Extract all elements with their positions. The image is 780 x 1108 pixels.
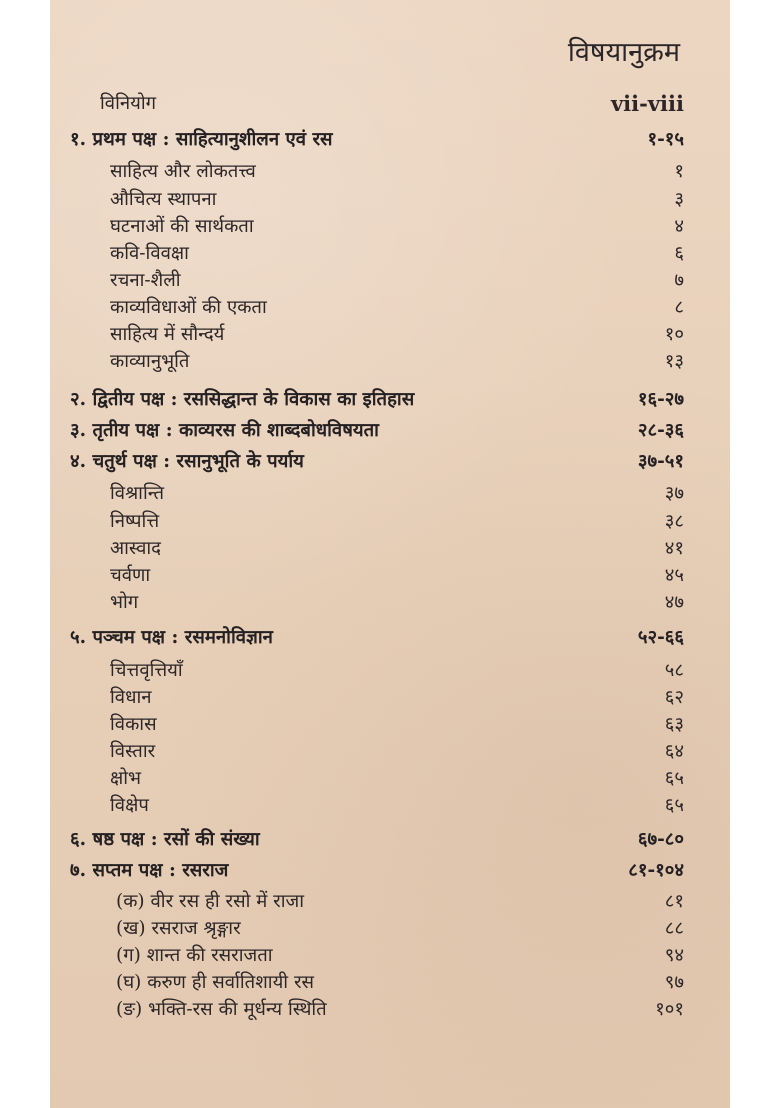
toc-entry-label: निष्पत्ति: [110, 511, 160, 532]
toc-section-1: [50, 126, 730, 154]
section-page-range: १६-२७: [637, 389, 684, 410]
toc-entry-label: विक्षेप: [110, 795, 149, 816]
section-page-range: २८-३६: [637, 420, 684, 441]
toc-entry-page: ३७: [664, 483, 684, 504]
toc-entry-label: साहित्य में सौन्दर्य: [110, 324, 225, 345]
toc-entry: [50, 888, 730, 916]
toc-entry: [50, 915, 730, 943]
toc-entry-page: ३: [674, 189, 684, 210]
toc-section-6: [50, 826, 730, 854]
toc-entry: [50, 480, 730, 508]
toc-entry-page: १०१: [655, 999, 684, 1020]
section-heading: ६. षष्ठ पक्ष : रसों की संख्या: [70, 829, 260, 850]
section-heading: १. प्रथम पक्ष : साहित्यानुशीलन एवं रस: [70, 129, 333, 150]
toc-section-5: [50, 624, 730, 652]
toc-entry-page: १३: [664, 351, 684, 372]
toc-entry: [50, 158, 730, 186]
toc-section-3: [50, 417, 730, 445]
toc-entry-page: ४: [674, 216, 684, 237]
section-page-range: ३७-५१: [637, 451, 684, 472]
toc-section-7: [50, 857, 730, 885]
section-page-range: १-१५: [647, 129, 684, 150]
toc-entry-page: vii-viii: [610, 91, 684, 116]
toc-entry-page: ६३: [664, 714, 684, 735]
toc-entry-page: ३८: [664, 511, 684, 532]
toc-entry-page: ९७: [664, 972, 684, 993]
toc-entry-label: कवि-विवक्षा: [110, 243, 189, 264]
toc-entry-page: ८१: [664, 891, 684, 912]
toc-entry: [50, 657, 730, 685]
toc-entry-label: काव्यविधाओं की एकता: [110, 297, 267, 318]
toc-entry: [50, 348, 730, 376]
section-page-range: ५२-६६: [637, 627, 684, 648]
toc-entry-label: विधान: [110, 687, 152, 708]
toc-entry-label: (ग) शान्त की रसराजता: [116, 945, 273, 966]
toc-entry: [50, 267, 730, 295]
toc-entry-page: ६२: [664, 687, 684, 708]
toc-entry: [50, 942, 730, 970]
section-heading: ७. सप्तम पक्ष : रसराज: [70, 860, 229, 881]
toc-entry-label: (क) वीर रस ही रसो में राजा: [116, 891, 305, 912]
toc-entry-page: ६५: [664, 768, 684, 789]
toc-entry-page: ४५: [664, 565, 684, 586]
toc-entry-page: ७: [674, 270, 684, 291]
toc-entry-label: विकास: [110, 714, 157, 735]
toc-entry-page: ६४: [664, 741, 684, 762]
toc-entry: [50, 996, 730, 1024]
toc-entry-label: औचित्य स्थापना: [110, 189, 217, 210]
toc-entry-label: (ङ) भक्ति-रस की मूर्धन्य स्थिति: [116, 999, 327, 1020]
toc-entry: [50, 969, 730, 997]
section-page-range: ६७-८०: [637, 829, 684, 850]
toc-entry-page: ४७: [664, 592, 684, 613]
toc-entry-label: भोग: [110, 592, 139, 613]
toc-entry-page: १०: [664, 324, 684, 345]
book-page: [50, 0, 730, 1108]
toc-entry-label: रचना-शैली: [110, 270, 181, 291]
toc-section-2: [50, 386, 730, 414]
toc-entry-label: (ख) रसराज श्रृङ्गार: [116, 918, 241, 939]
toc-entry-label: विनियोग: [100, 93, 157, 114]
toc-entry: [50, 765, 730, 793]
toc-entry-page: ४१: [664, 538, 684, 559]
toc-entry: [50, 186, 730, 214]
toc-entry-label: साहित्य और लोकतत्त्व: [110, 161, 256, 182]
toc-entry-viniyog: [50, 90, 730, 118]
toc-entry-label: चित्तवृत्तियाँ: [110, 660, 183, 681]
toc-entry-page: ८: [674, 297, 684, 318]
toc-entry-label: चर्वणा: [110, 565, 151, 586]
toc-entry-label: घटनाओं की सार्थकता: [110, 216, 254, 237]
toc-entry: [50, 240, 730, 268]
toc-entry: [50, 738, 730, 766]
toc-entry: [50, 792, 730, 820]
toc-entry-label: विश्रान्ति: [110, 483, 165, 504]
toc-entry-label: काव्यानुभूति: [110, 351, 190, 372]
toc-entry-page: १: [674, 161, 684, 182]
toc-entry: [50, 213, 730, 241]
toc-entry: [50, 562, 730, 590]
toc-section-4: [50, 448, 730, 476]
toc-entry-label: आस्वाद: [110, 538, 162, 559]
toc-entry-page: ५८: [664, 660, 684, 681]
toc-entry: [50, 589, 730, 617]
toc-entry: [50, 684, 730, 712]
toc-entry-label: क्षोभ: [110, 768, 142, 789]
section-heading: २. द्वितीय पक्ष : रससिद्धान्त के विकास का इतिहास: [70, 389, 415, 410]
toc-entry: [50, 711, 730, 739]
toc-entry: [50, 294, 730, 322]
toc-entry-label: (घ) करुण ही सर्वातिशायी रस: [116, 972, 315, 993]
toc-entry-page: ६५: [664, 795, 684, 816]
toc-entry-page: ६: [674, 243, 684, 264]
section-heading: ३. तृतीय पक्ष : काव्यरस की शाब्दबोधविषयता: [70, 420, 379, 441]
toc-entry-page: ८८: [664, 918, 684, 939]
toc-entry: [50, 535, 730, 563]
toc-entry-page: ९४: [664, 945, 684, 966]
toc-entry-label: विस्तार: [110, 741, 156, 762]
toc-entry: [50, 508, 730, 536]
section-heading: ४. चतुर्थ पक्ष : रसानुभूति के पर्याय: [70, 451, 304, 472]
section-page-range: ८१-१०४: [628, 860, 684, 881]
page-title: विषयानुक्रम: [567, 37, 680, 68]
section-heading: ५. पञ्चम पक्ष : रसमनोविज्ञान: [70, 627, 273, 648]
toc-entry: [50, 321, 730, 349]
